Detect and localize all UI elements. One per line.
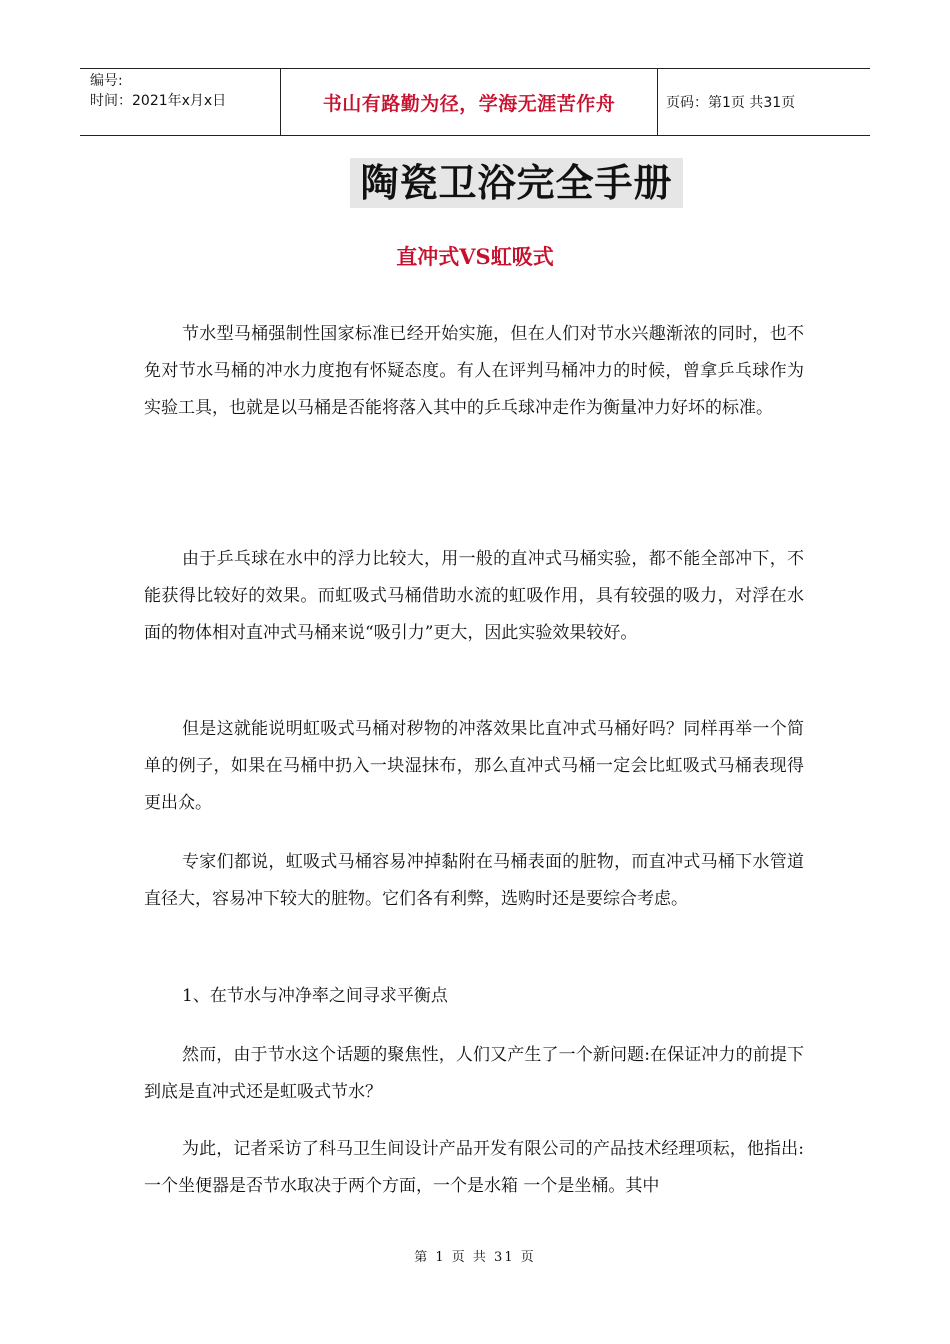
number-label: 编号: [90,73,123,89]
header-table [80,68,870,136]
header-meta-cell [80,69,280,135]
paragraph: 为此，记者采访了科马卫生间设计产品开发有限公司的产品技术经理项耘，他指出:一个坐便器是否节水取决于两个方面，一个是水箱 一个是坐桶。其中 [144,1139,804,1196]
time-label: 时间：2021年x月x日 [90,93,227,109]
document-title: 陶瓷卫浴完全手册 [350,158,683,208]
header-page-cell [658,69,870,135]
paragraph: 节水型马桶强制性国家标准已经开始实施，但在人们对节水兴趣渐浓的同时，也不免对节水马桶的冲水力度抱有怀疑态度。有人在评判马桶冲力的时候，曾拿乒乓球作为实验工具，也就是以马桶是否能将落入其中的乒乓球冲走作为衡量冲力好坏的标准。 [144,324,804,418]
paragraph: 然而，由于节水这个话题的聚焦性，人们又产生了一个新问题:在保证冲力的前提下到底是直冲式还是虹吸式节水？ [144,1045,804,1102]
document-subtitle: 直冲式VS虹吸式 [396,244,554,269]
header-motto-cell [280,69,658,135]
page-info: 页码：第1页 共31页 [666,95,796,111]
header-motto: 书山有路勤为径，学海无涯苦作舟 [322,92,616,115]
section-heading: 1、在节水与冲净率之间寻求平衡点 [182,986,448,1006]
paragraph: 由于乒乓球在水中的浮力比较大，用一般的直冲式马桶实验，都不能全部冲下，不能获得比较好的效果。而虹吸式马桶借助水流的虹吸作用，具有较强的吸力，对浮在水面的物体相对直冲式马桶来说“吸引力”更大，因此实验效果较好。 [144,549,804,643]
paragraph: 但是这就能说明虹吸式马桶对秽物的冲落效果比直冲式马桶好吗？同样再举一个简单的例子，如果在马桶中扔入一块湿抹布，那么直冲式马桶一定会比虹吸式马桶表现得更出众。 [144,719,804,813]
page-footer: 第 1 页 共 31 页 [414,1250,536,1265]
paragraph: 专家们都说，虹吸式马桶容易冲掉黏附在马桶表面的脏物，而直冲式马桶下水管道直径大，容易冲下较大的脏物。它们各有利弊，选购时还是要综合考虑。 [144,852,804,909]
